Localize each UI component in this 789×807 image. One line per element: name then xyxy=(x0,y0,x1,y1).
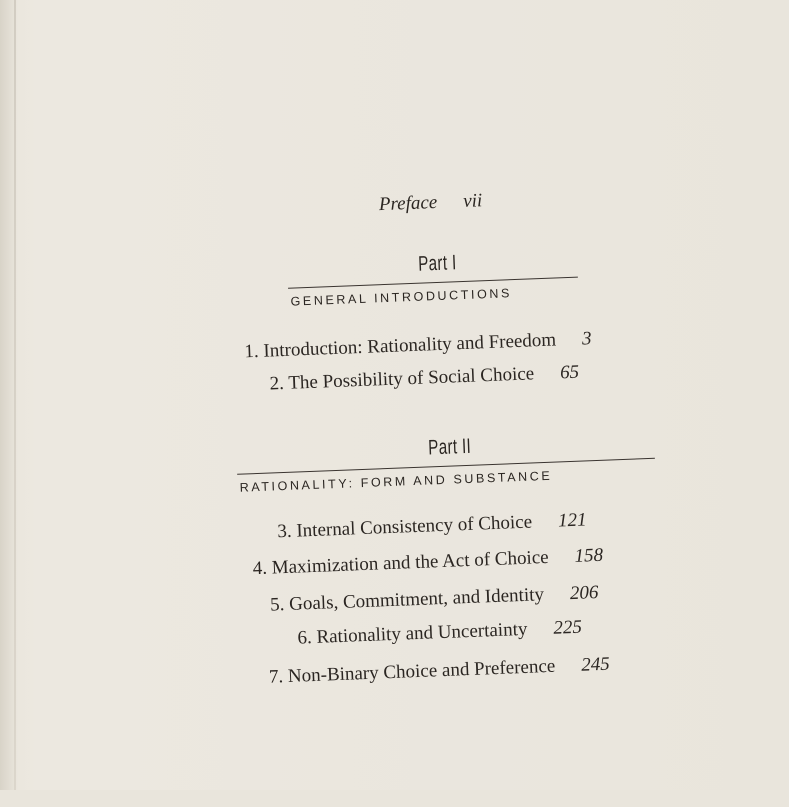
chapter-entry xyxy=(297,617,582,650)
chapter-entry xyxy=(270,582,599,617)
chapter-page-number: 225 xyxy=(552,616,583,639)
chapter-title: 1. Introduction: Rationality and Freedom xyxy=(244,329,557,363)
chapter-page-number: 121 xyxy=(557,509,587,532)
preface-label: Preface xyxy=(378,191,438,216)
chapter-title: 5. Goals, Commitment, and Identity xyxy=(269,584,545,616)
chapter-title: 2. The Possibility of Social Choice xyxy=(269,363,535,395)
part-1-rule xyxy=(288,277,578,289)
chapter-entry xyxy=(252,545,603,580)
preface-entry xyxy=(379,190,483,216)
chapter-page-number: 3 xyxy=(581,328,592,350)
chapter-title: 4. Maximization and the Act of Choice xyxy=(252,546,550,580)
part-2-heading: RATIONALITY: FORM AND SUBSTANCE xyxy=(239,468,553,495)
preface-page-number: vii xyxy=(462,190,483,212)
chapter-page-number: 206 xyxy=(569,582,599,605)
chapter-entry xyxy=(269,654,611,689)
chapter-title: 3. Internal Consistency of Choice xyxy=(277,511,533,543)
part-1-heading: GENERAL INTRODUCTIONS xyxy=(290,286,513,309)
part-2-title: Part II xyxy=(427,434,472,460)
chapter-page-number: 65 xyxy=(559,361,580,384)
chapter-entry xyxy=(277,509,587,543)
chapter-page-number: 245 xyxy=(580,653,611,676)
chapter-title: 6. Rationality and Uncertainty xyxy=(297,618,528,649)
part-1-title: Part I xyxy=(417,251,457,276)
chapter-entry xyxy=(244,328,592,363)
chapter-entry xyxy=(269,362,579,396)
chapter-title: 7. Non-Binary Choice and Preference xyxy=(268,655,556,688)
chapter-page-number: 158 xyxy=(574,544,604,567)
